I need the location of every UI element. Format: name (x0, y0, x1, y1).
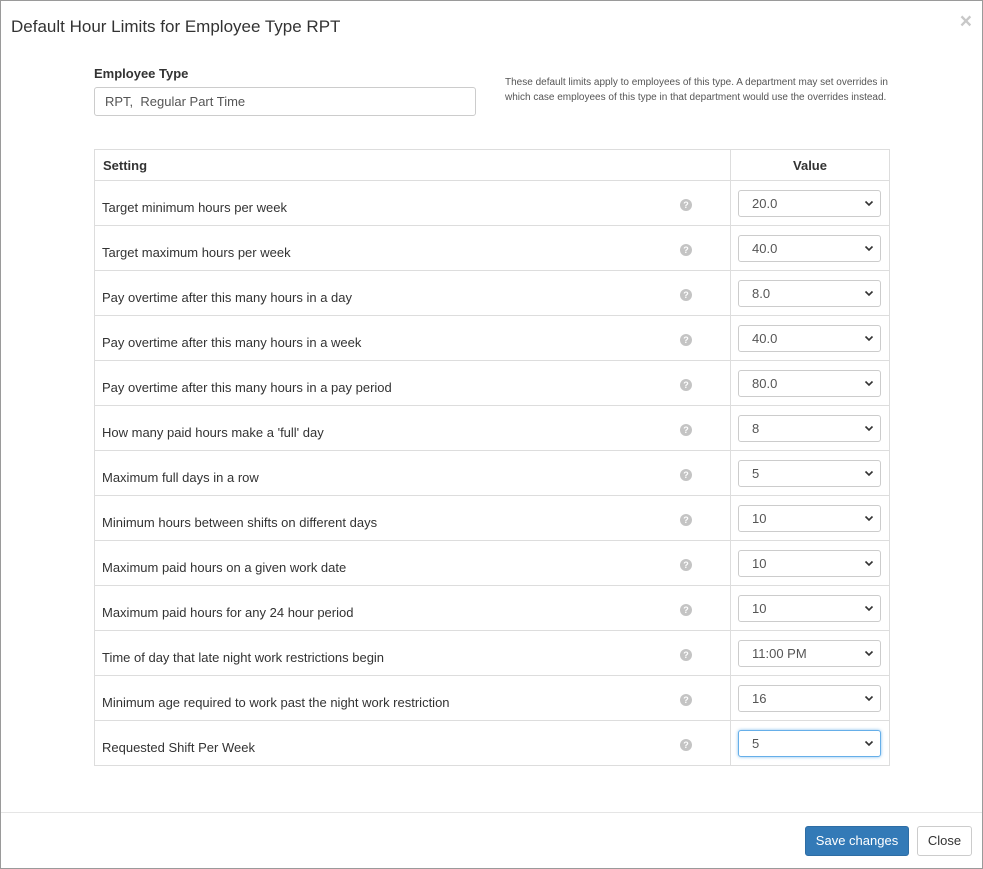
value-select[interactable] (738, 460, 881, 487)
employee-type-field[interactable] (94, 87, 476, 116)
table-row (95, 541, 890, 586)
value-column-header: Value (731, 150, 890, 181)
chevron-down-icon (864, 693, 874, 703)
select-value: 80.0 (752, 376, 778, 391)
setting-label: Maximum paid hours for any 24 hour period (102, 605, 354, 620)
value-select[interactable] (738, 415, 881, 442)
setting-label: Target maximum hours per week (102, 245, 291, 260)
select-value: 11:00 PM (752, 646, 807, 661)
setting-label: Pay overtime after this many hours in a week (102, 335, 362, 350)
value-cell (731, 496, 890, 541)
select-value: 8.0 (752, 286, 771, 301)
help-icon[interactable]: ? (680, 199, 692, 211)
chevron-down-icon (864, 558, 874, 568)
value-select[interactable] (738, 505, 881, 532)
setting-label: Maximum full days in a row (102, 470, 259, 485)
close-button[interactable]: Close (917, 826, 972, 856)
help-icon[interactable]: ? (680, 649, 692, 661)
defaults-help-text: These default limits apply to employees of this type. A department may set overrides in which case employees of this type in that department would use the overrides instead. (505, 77, 888, 103)
help-icon[interactable]: ? (680, 604, 692, 616)
setting-label: How many paid hours make a 'full' day (102, 425, 324, 440)
setting-cell (95, 406, 731, 451)
chevron-down-icon (864, 288, 874, 298)
value-cell (731, 631, 890, 676)
value-cell (731, 316, 890, 361)
setting-label: Time of day that late night work restrictions begin (102, 650, 385, 665)
chevron-down-icon (864, 333, 874, 343)
setting-cell (95, 586, 731, 631)
save-changes-button[interactable]: Save changes (805, 826, 909, 856)
value-select[interactable] (738, 685, 881, 712)
value-cell (731, 676, 890, 721)
chevron-down-icon (864, 198, 874, 208)
help-icon[interactable]: ? (680, 244, 692, 256)
chevron-down-icon (864, 603, 874, 613)
modal-title: Default Hour Limits for Employee Type RPT (11, 17, 341, 36)
setting-cell (95, 676, 731, 721)
select-value: 16 (752, 691, 767, 706)
table-row (95, 586, 890, 631)
footer-divider (1, 812, 982, 813)
value-cell (731, 226, 890, 271)
select-value: 10 (752, 556, 767, 571)
select-value: 8 (752, 421, 760, 436)
select-value: 10 (752, 511, 767, 526)
setting-cell (95, 721, 731, 766)
value-cell (731, 361, 890, 406)
setting-cell (95, 226, 731, 271)
table-row (95, 316, 890, 361)
setting-label: Maximum paid hours on a given work date (102, 560, 347, 575)
select-value: 10 (752, 601, 767, 616)
select-value: 40.0 (752, 331, 778, 346)
value-select[interactable] (738, 370, 881, 397)
chevron-down-icon (864, 378, 874, 388)
table-row (95, 451, 890, 496)
value-select[interactable] (738, 280, 881, 307)
select-value: 5 (752, 466, 760, 481)
select-value: 20.0 (752, 196, 778, 211)
chevron-down-icon (864, 243, 874, 253)
chevron-down-icon (864, 513, 874, 523)
setting-label: Pay overtime after this many hours in a pay period (102, 380, 392, 395)
value-select[interactable] (738, 595, 881, 622)
chevron-down-icon (864, 423, 874, 433)
table-row (95, 496, 890, 541)
close-icon[interactable]: × (959, 10, 972, 33)
help-icon[interactable]: ? (680, 424, 692, 436)
setting-cell (95, 541, 731, 586)
setting-label: Target minimum hours per week (102, 200, 287, 215)
value-cell (731, 721, 890, 766)
help-icon[interactable]: ? (680, 334, 692, 346)
help-icon[interactable]: ? (680, 559, 692, 571)
value-select[interactable] (738, 325, 881, 352)
chevron-down-icon (864, 648, 874, 658)
table-row (95, 676, 890, 721)
value-select[interactable] (738, 640, 881, 667)
table-row (95, 181, 890, 226)
setting-cell (95, 271, 731, 316)
setting-column-header: Setting (95, 150, 731, 181)
table-row (95, 271, 890, 316)
help-icon[interactable]: ? (680, 694, 692, 706)
help-icon[interactable]: ? (680, 379, 692, 391)
help-icon[interactable]: ? (680, 469, 692, 481)
help-icon[interactable]: ? (680, 289, 692, 301)
help-icon[interactable]: ? (680, 514, 692, 526)
value-cell (731, 406, 890, 451)
setting-label: Pay overtime after this many hours in a day (102, 290, 353, 305)
table-row (95, 226, 890, 271)
table-row (95, 361, 890, 406)
settings-table (94, 149, 890, 766)
value-cell (731, 541, 890, 586)
table-row (95, 631, 890, 676)
chevron-down-icon (864, 468, 874, 478)
table-header-row (95, 150, 890, 181)
setting-label: Minimum age required to work past the night work restriction (102, 695, 450, 710)
help-icon[interactable]: ? (680, 739, 692, 751)
value-select[interactable] (738, 550, 881, 577)
select-value: 40.0 (752, 241, 778, 256)
setting-label: Requested Shift Per Week (102, 740, 255, 755)
value-select[interactable] (738, 190, 881, 217)
value-select[interactable] (738, 235, 881, 262)
select-value: 5 (752, 736, 760, 751)
value-cell (731, 586, 890, 631)
chevron-down-icon (864, 738, 874, 748)
setting-cell (95, 451, 731, 496)
value-cell (731, 451, 890, 496)
setting-label: Minimum hours between shifts on different days (102, 515, 378, 530)
value-cell (731, 271, 890, 316)
setting-cell (95, 631, 731, 676)
setting-cell (95, 496, 731, 541)
setting-cell (95, 181, 731, 226)
setting-cell (95, 361, 731, 406)
value-cell (731, 181, 890, 226)
setting-cell (95, 316, 731, 361)
table-row (95, 406, 890, 451)
value-select[interactable] (738, 730, 881, 757)
table-row (95, 721, 890, 766)
employee-type-label: Employee Type (94, 66, 189, 81)
